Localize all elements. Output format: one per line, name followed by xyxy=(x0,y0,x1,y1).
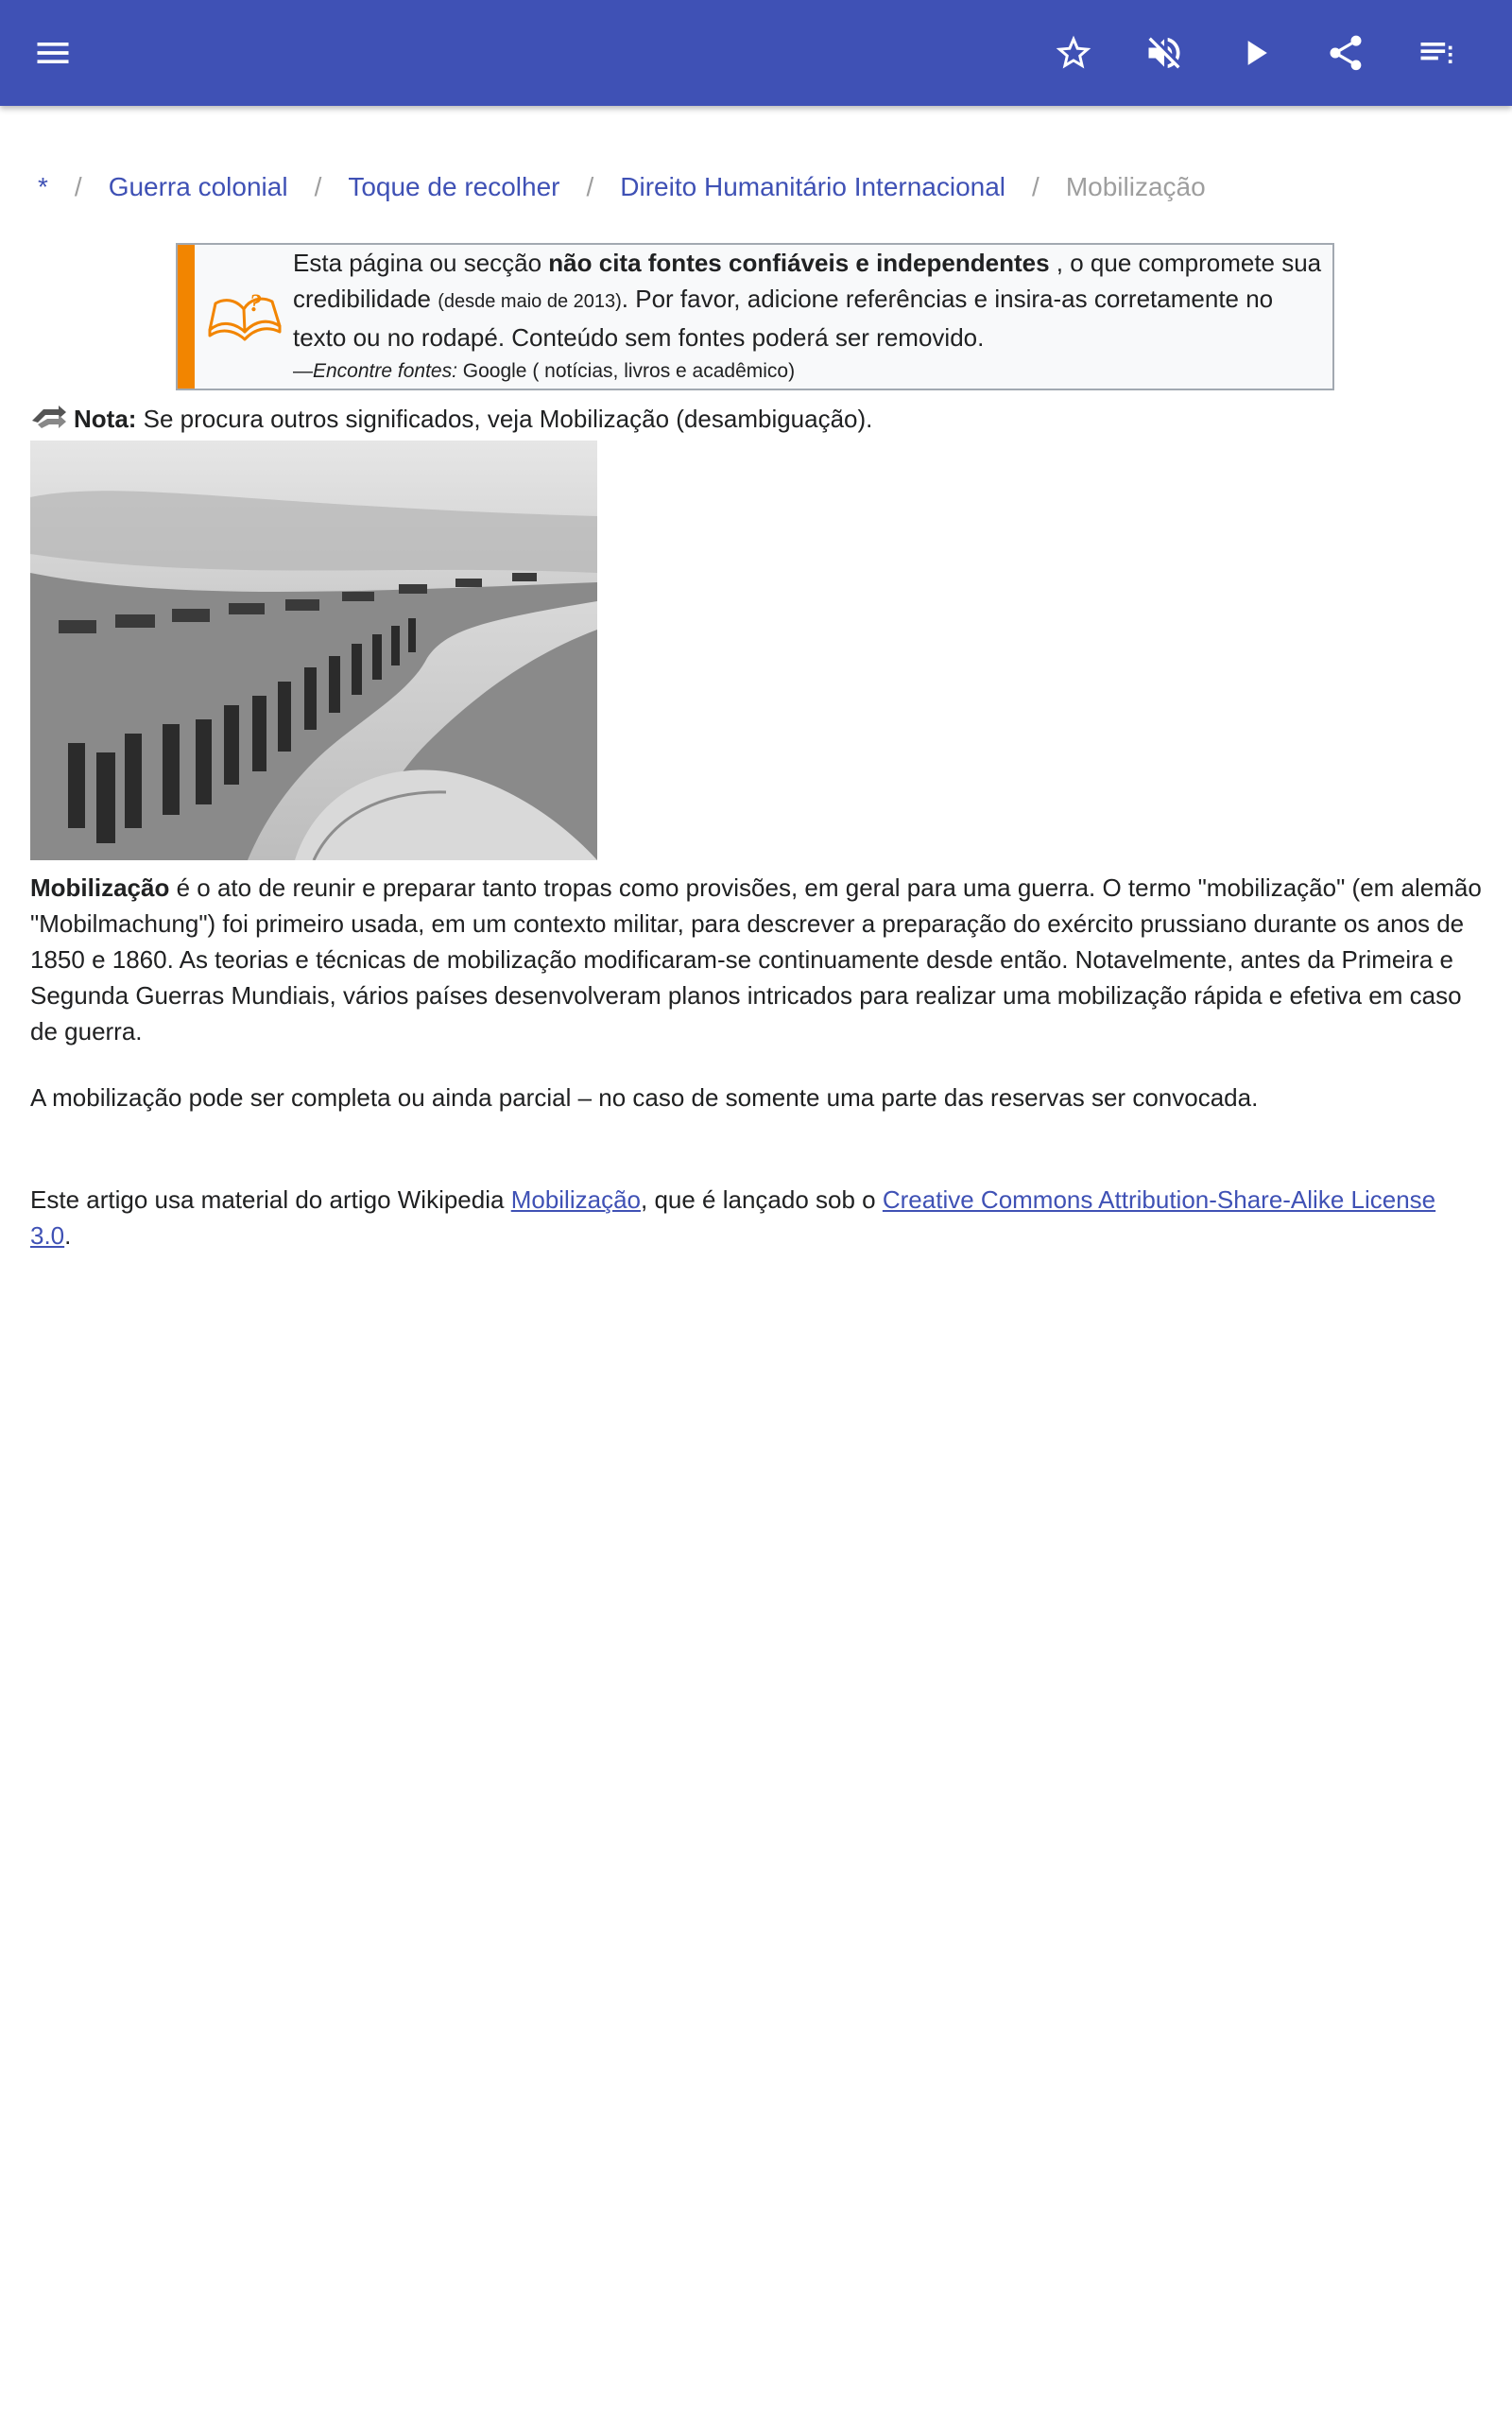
playlist-icon[interactable] xyxy=(1406,23,1467,83)
breadcrumb-separator: / xyxy=(586,172,594,201)
notice-text-end: . Por favor, adicione referências e insira-as corretamente no texto ou no rodapé. Conteúdo sem fontes poderá ser removido. xyxy=(293,285,1274,352)
find-sources-dash: — xyxy=(293,360,313,382)
breadcrumb-item-direito-humanitario[interactable]: Direito Humanitário Internacional xyxy=(620,172,1006,201)
notice-date: (desde maio de 2013) xyxy=(438,291,622,312)
notice-text-middle: , o que compromete sua credibilidade xyxy=(293,249,1322,313)
breadcrumb-home[interactable]: * xyxy=(38,172,48,201)
article-term: Mobilização xyxy=(30,873,170,902)
notice-text-bold: não cita fontes confiáveis e independentes xyxy=(548,249,1050,277)
book-question-icon xyxy=(206,283,284,354)
notice-text-start: Esta página ou secção xyxy=(293,249,549,277)
license-text-2: , que é lançado sob o xyxy=(641,1185,883,1214)
breadcrumb-item-toque-de-recolher[interactable]: Toque de recolher xyxy=(348,172,560,201)
play-icon[interactable] xyxy=(1225,23,1285,83)
star-icon[interactable] xyxy=(1043,23,1104,83)
hatnote-text[interactable]: Se procura outros significados, veja Mobilização (desambiguação). xyxy=(136,405,873,433)
breadcrumb-separator: / xyxy=(74,172,82,201)
volume-off-icon[interactable] xyxy=(1134,23,1194,83)
troops-marching-image xyxy=(30,441,597,860)
mobilization-photo[interactable] xyxy=(30,441,597,860)
menu-icon[interactable] xyxy=(23,23,83,83)
article-paragraph-1 xyxy=(30,870,1482,1049)
wikipedia-article-link[interactable]: Mobilização xyxy=(510,1185,641,1214)
notice-accent-stripe xyxy=(178,245,195,389)
article-paragraph-2: A mobilização pode ser completa ou ainda parcial – no caso de somente uma parte das reservas ser convocada. xyxy=(30,1083,1259,1112)
license-text-3: . xyxy=(64,1221,72,1250)
app-bar xyxy=(0,0,1512,106)
breadcrumb-separator: / xyxy=(314,172,322,201)
breadcrumb-separator: / xyxy=(1032,172,1040,201)
breadcrumb xyxy=(38,166,1474,208)
disambiguation-icon xyxy=(30,402,68,430)
license-text-1: Este artigo usa material do artigo Wikipedia xyxy=(30,1185,511,1214)
notice-text xyxy=(293,245,1323,386)
find-sources-line xyxy=(293,357,1323,386)
breadcrumb-item-guerra-colonial[interactable]: Guerra colonial xyxy=(108,172,288,201)
breadcrumb-current: Mobilização xyxy=(1065,172,1206,201)
article-paragraph-1-text: é o ato de reunir e preparar tanto tropas como provisões, em geral para uma guerra. O termo "mobilização" (em alemão "Mobilmachung") foi primeiro usada, em um contexto militar, para descrever a preparação do exército prussiano durante os anos de 1850 e 1860. As teorias e técnicas de mobilização modificaram-se continuamente desde então. Notavelmente, antes da Primeira e Segunda Guerras Mundiais, vários países desenvolveram planos intricados para realizar uma mobilização rápida e efetiva em caso de guerra. xyxy=(30,873,1482,1046)
hatnote-label: Nota: xyxy=(74,405,137,433)
find-sources-label: Encontre fontes: xyxy=(313,360,457,382)
find-sources-links[interactable]: Google ( notícias, livros e acadêmico) xyxy=(456,360,796,382)
license-link[interactable]: Creative Commons Attribution-Share-Alike License 3.0 xyxy=(30,1185,1436,1250)
share-icon[interactable] xyxy=(1315,23,1376,83)
license-footer xyxy=(30,1182,1482,1253)
svg-text:?: ? xyxy=(249,289,262,317)
unsourced-notice-box xyxy=(176,243,1334,390)
disambiguation-hatnote xyxy=(30,401,1486,437)
